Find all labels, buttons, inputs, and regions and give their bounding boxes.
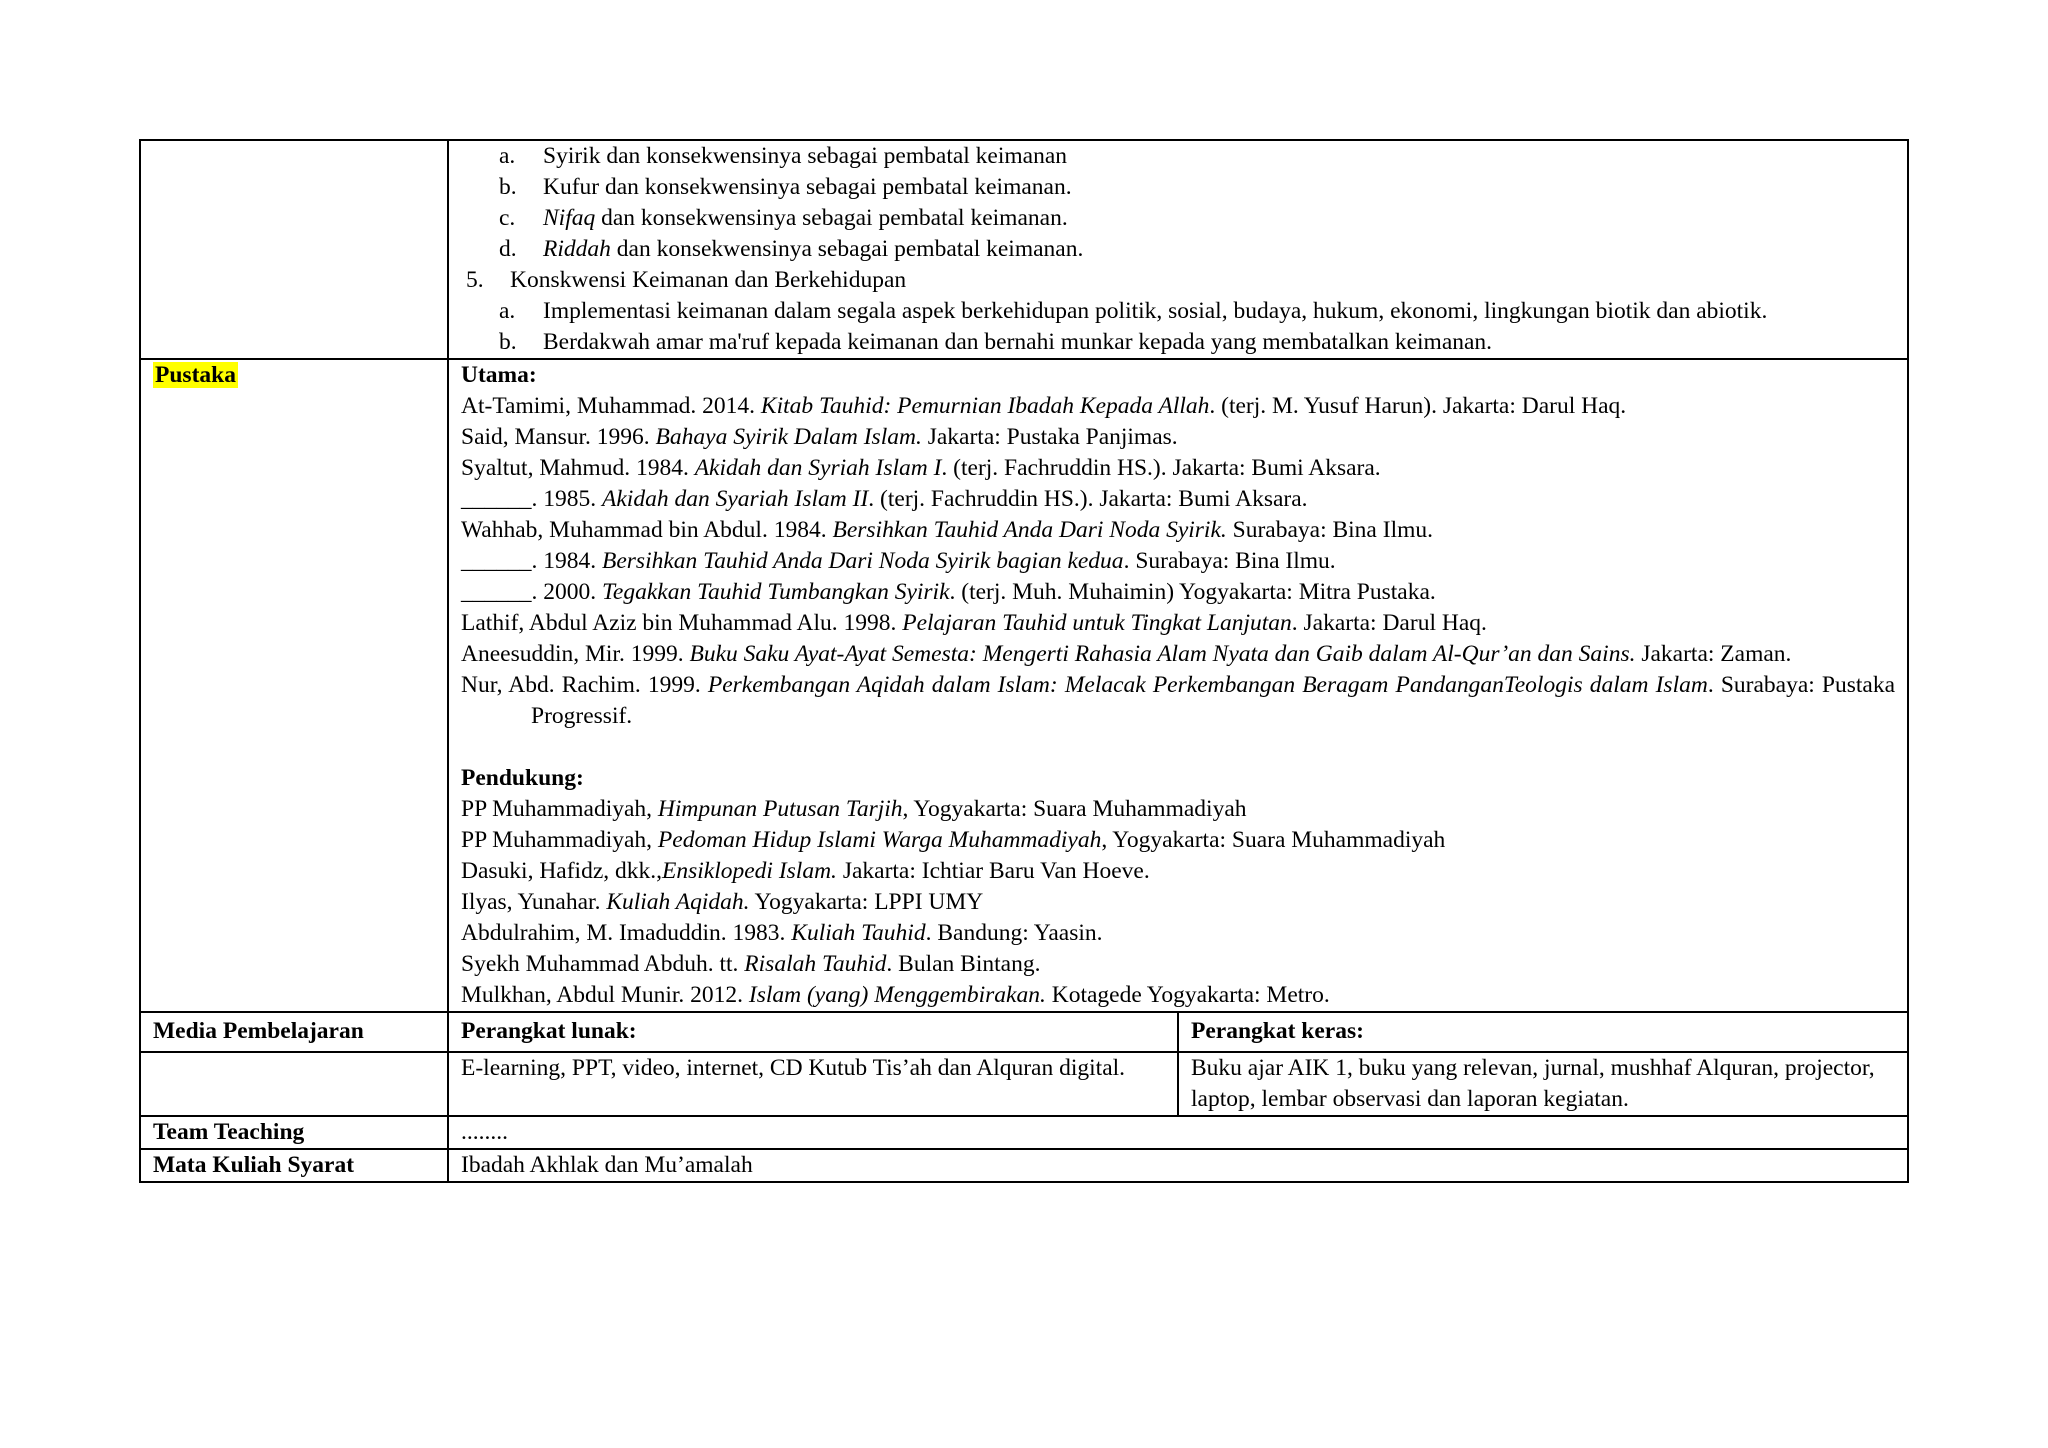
reference-title: Risalah Tauhid — [744, 951, 887, 977]
subitem-text — [543, 234, 1895, 265]
media-empty-cell — [140, 1052, 448, 1116]
team-label-cell — [140, 1116, 448, 1149]
subitem-body: Syirik dan konsekwensinya sebagai pembatal keimanan — [543, 143, 1068, 169]
reference-title: Pedoman Hidup Islami Warga Muhammadiyah — [657, 827, 1102, 853]
reference-author: At-Tamimi, Muhammad. 2014. — [461, 393, 761, 419]
reference-publisher: . Bulan Bintang. — [886, 951, 1041, 977]
reference-title: Bersihkan Tauhid Anda Dari Noda Syirik bagian kedua — [602, 548, 1124, 574]
reference-publisher: Jakarta: Zaman. — [1635, 641, 1792, 667]
reference-author: Ilyas, Yunahar. — [461, 889, 607, 915]
reference-entry — [461, 918, 1895, 949]
pendukung-heading: Pendukung: — [461, 765, 584, 791]
course-table — [139, 139, 1909, 1183]
reference-publisher: . Surabaya: Bina Ilmu. — [1123, 548, 1336, 574]
reference-publisher: , Yogyakarta: Suara Muhammadiyah — [1101, 827, 1446, 853]
subitem-text: Berdakwah amar ma'ruf kepada keimanan dan bernahi munkar kepada yang membatalkan keimanan. — [543, 329, 1493, 355]
reference-publisher: Jakarta: Ichtiar Baru Van Hoeve. — [836, 858, 1150, 884]
reference-entry — [461, 546, 1895, 577]
subitem-term: Nifaq — [543, 205, 596, 231]
reference-title: Perkembangan Aqidah dalam Islam: Melacak Perkembangan Beragam PandanganTeologis dalam Islam — [707, 672, 1708, 698]
pustaka-row — [140, 359, 1908, 1012]
topic-5-item — [461, 265, 1895, 296]
reference-publisher: . (terj. Muh. Muhaimin) Yogyakarta: Mitra Pustaka. — [949, 579, 1436, 605]
reference-title: Pelajaran Tauhid untuk Tingkat Lanjutan — [902, 610, 1292, 636]
reference-title: Akidah dan Syariah Islam II — [602, 486, 869, 512]
reference-publisher: . Jakarta: Darul Haq. — [1291, 610, 1487, 636]
utama-list — [461, 391, 1895, 732]
reference-author: Aneesuddin, Mir. 1999. — [461, 641, 690, 667]
reference-author: Dasuki, Hafidz, dkk., — [461, 858, 663, 884]
reference-author: Said, Mansur. 1996. — [461, 424, 656, 450]
reference-publisher: , Yogyakarta: Suara Muhammadiyah — [902, 796, 1247, 822]
reference-title: Bahaya Syirik Dalam Islam. — [655, 424, 922, 450]
reference-author: PP Muhammadiyah, — [461, 796, 658, 822]
prereq-row — [140, 1149, 1908, 1182]
reference-author: Abdulrahim, M. Imaduddin. 1983. — [461, 920, 792, 946]
reference-publisher: Kotagede Yogyakarta: Metro. — [1045, 982, 1330, 1008]
topic-5-subitem — [461, 296, 1895, 327]
reference-entry — [461, 453, 1895, 484]
topic-5-subitem — [461, 327, 1895, 358]
reference-entry — [461, 639, 1895, 670]
reference-title: Kuliah Tauhid — [791, 920, 926, 946]
topic-4-subitem — [461, 172, 1895, 203]
reference-title: Himpunan Putusan Tarjih — [657, 796, 903, 822]
reference-title: Akidah dan Syriah Islam I — [694, 455, 942, 481]
topics-label-cell — [140, 140, 448, 359]
hardware-heading: Perangkat keras: — [1178, 1012, 1908, 1052]
topic-4-subitem — [461, 203, 1895, 234]
reference-entry — [461, 825, 1895, 856]
reference-publisher: . (terj. Fachruddin HS.). Jakarta: Bumi Aksara. — [941, 455, 1381, 481]
reference-publisher: . Surabaya: Pustaka Progressif. — [531, 672, 1896, 729]
list-marker: c. — [499, 205, 516, 231]
subitem-body: Kufur dan konsekwensinya sebagai pembatal keimanan. — [543, 174, 1072, 200]
hardware-value: Buku ajar AIK 1, buku yang relevan, jurnal, mushhaf Alquran, projector, laptop, lembar observasi dan laporan kegiatan. — [1178, 1052, 1908, 1116]
reference-title: Kitab Tauhid: Pemurnian Ibadah Kepada Allah — [760, 393, 1210, 419]
reference-publisher: . Bandung: Yaasin. — [925, 920, 1103, 946]
reference-author: Mulkhan, Abdul Munir. 2012. — [461, 982, 749, 1008]
reference-author: ______. 2000. — [461, 579, 602, 605]
reference-entry — [461, 515, 1895, 546]
reference-title: Ensiklopedi Islam. — [662, 858, 837, 884]
list-marker: a. — [499, 143, 516, 169]
pendukung-list — [461, 794, 1895, 1011]
reference-entry — [461, 856, 1895, 887]
reference-title: Buku Saku Ayat-Ayat Semesta: Mengerti Rahasia Alam Nyata dan Gaib dalam Al-Qur’an dan Sains. — [689, 641, 1636, 667]
topic-5-text: Konskwensi Keimanan dan Berkehidupan — [510, 267, 907, 293]
reference-publisher: . (terj. M. Yusuf Harun). Jakarta: Darul Haq. — [1209, 393, 1627, 419]
reference-author: Lathif, Abdul Aziz bin Muhammad Alu. 1998. — [461, 610, 903, 636]
reference-publisher: Yogyakarta: LPPI UMY — [749, 889, 984, 915]
topics-row — [140, 140, 1908, 359]
reference-publisher: . (terj. Fachruddin HS.). Jakarta: Bumi Aksara. — [868, 486, 1308, 512]
pustaka-label-cell — [140, 359, 448, 1012]
reference-title: Islam (yang) Menggembirakan. — [748, 982, 1046, 1008]
team-value: ........ — [448, 1116, 1908, 1149]
subitem-term: Riddah — [543, 236, 611, 262]
prereq-label: Mata Kuliah Syarat — [153, 1152, 355, 1178]
list-marker: 5. — [466, 267, 484, 293]
spacer — [461, 732, 1895, 763]
reference-title: Kuliah Aqidah. — [606, 889, 750, 915]
team-label: Team Teaching — [153, 1119, 305, 1145]
list-marker: d. — [499, 236, 517, 262]
software-value: E-learning, PPT, video, internet, CD Kutub Tis’ah dan Alquran digital. — [448, 1052, 1178, 1116]
media-values-row — [140, 1052, 1908, 1116]
reference-author: Syekh Muhammad Abduh. tt. — [461, 951, 745, 977]
reference-entry — [461, 670, 1895, 732]
reference-title: Bersihkan Tauhid Anda Dari Noda Syirik. — [832, 517, 1227, 543]
list-marker: b. — [499, 174, 517, 200]
topic-5-sublist — [461, 296, 1895, 358]
reference-title: Tegakkan Tauhid Tumbangkan Syirik — [602, 579, 950, 605]
prereq-label-cell — [140, 1149, 448, 1182]
reference-publisher: Surabaya: Bina Ilmu. — [1226, 517, 1433, 543]
reference-author: Syaltut, Mahmud. 1984. — [461, 455, 695, 481]
reference-publisher: Jakarta: Pustaka Panjimas. — [921, 424, 1178, 450]
subitem-text — [543, 141, 1895, 172]
pustaka-cell — [448, 359, 1908, 1012]
media-label: Media Pembelajaran — [153, 1018, 364, 1044]
subitem-body: dan konsekwensinya sebagai pembatal keimanan. — [595, 205, 1068, 231]
topics-cell — [448, 140, 1908, 359]
reference-entry — [461, 794, 1895, 825]
team-row — [140, 1116, 1908, 1149]
reference-author: ______. 1985. — [461, 486, 602, 512]
subitem-body: dan konsekwensinya sebagai pembatal keimanan. — [610, 236, 1084, 262]
reference-entry — [461, 391, 1895, 422]
prereq-value: Ibadah Akhlak dan Mu’amalah — [448, 1149, 1908, 1182]
software-heading: Perangkat lunak: — [448, 1012, 1178, 1052]
topic-4-sublist — [461, 141, 1895, 265]
reference-author: PP Muhammadiyah, — [461, 827, 658, 853]
topic-4-subitem — [461, 141, 1895, 172]
reference-author: Wahhab, Muhammad bin Abdul. 1984. — [461, 517, 833, 543]
reference-entry — [461, 608, 1895, 639]
subitem-text: Implementasi keimanan dalam segala aspek berkehidupan politik, sosial, budaya, hukum, ekonomi, lingkungan biotik dan abiotik. — [543, 298, 1768, 324]
reference-entry — [461, 887, 1895, 918]
reference-entry — [461, 577, 1895, 608]
media-header-row — [140, 1012, 1908, 1052]
reference-entry — [461, 980, 1895, 1011]
pustaka-label: Pustaka — [155, 362, 236, 388]
list-marker: b. — [499, 329, 517, 355]
reference-entry — [461, 422, 1895, 453]
media-label-cell — [140, 1012, 448, 1052]
subitem-text — [543, 172, 1895, 203]
topic-4-subitem — [461, 234, 1895, 265]
reference-entry — [461, 949, 1895, 980]
utama-heading: Utama: — [461, 362, 537, 388]
reference-author: Nur, Abd. Rachim. 1999. — [461, 672, 708, 698]
subitem-text — [543, 203, 1895, 234]
list-marker: a. — [499, 298, 516, 324]
reference-entry — [461, 484, 1895, 515]
reference-author: ______. 1984. — [461, 548, 602, 574]
